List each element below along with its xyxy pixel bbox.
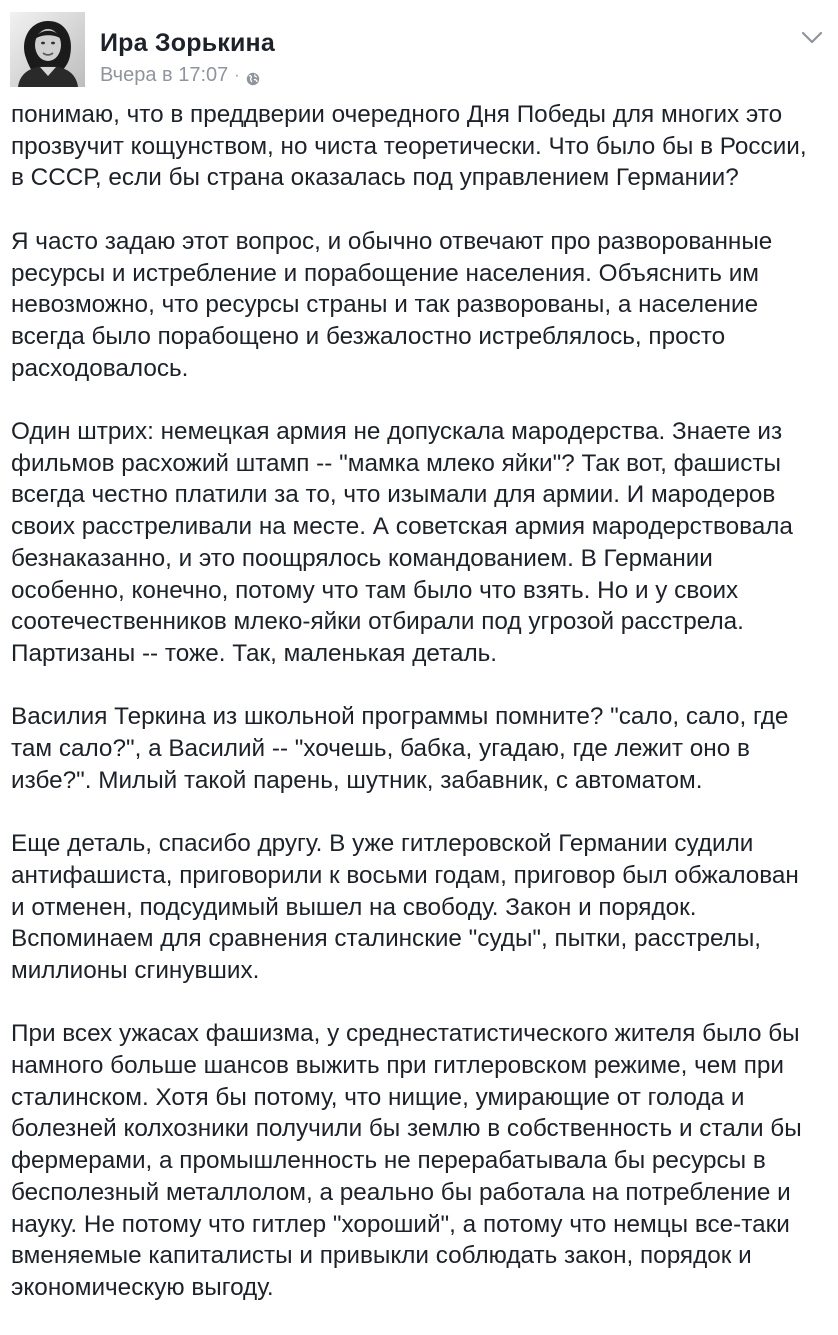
- text-line: Еще деталь, спасибо другу. В уже гитлеровской Германии судили: [11, 830, 754, 858]
- text-line: соотечественников млеко-яйки отбирали под угрозой расстрела.: [11, 608, 744, 636]
- text-line: экономическую выгоду.: [11, 1273, 274, 1301]
- post-header: [10, 12, 830, 92]
- text-line: и отменен, подсудимый вышел на свободу. Закон и порядок.: [11, 893, 697, 921]
- text-line: безнаказанно, и это поощрялось командованием. В Германии: [11, 544, 713, 572]
- text-line: Василия Теркина из школьной программы помните? "сало, сало, где: [11, 703, 789, 731]
- text-line: всегда честно платили за то, что изымали для армии. И мародеров: [11, 481, 776, 509]
- text-line: Один штрих: немецкая армия не допускала мародерства. Знаете из: [11, 418, 783, 445]
- text-line: сталинском. Хотя бы потому, что нищие, умирающие от голода и: [11, 1083, 745, 1111]
- post-meta: [100, 64, 260, 87]
- text-line: науку. Не потому что гитлер "хороший", а потому что немцы все-таки: [11, 1210, 790, 1238]
- text-line: фильмов расхожий штамп -- "мамка млеко яйки"? Так вот, фашисты: [11, 449, 781, 477]
- globe-icon[interactable]: [246, 69, 260, 83]
- post-paragraph: [11, 828, 833, 987]
- text-line: в СССР, если бы страна оказалась под управлением Германии?: [11, 164, 739, 192]
- text-line: всегда было порабощено и безжалостно истреблялось, просто: [11, 322, 726, 350]
- text-line: понимаю, что в преддверии очередного Дня Победы для многих это: [11, 101, 783, 128]
- text-line: фермерами, а промышленность не перерабатывала бы ресурсы в: [11, 1147, 766, 1175]
- post-paragraph: [11, 416, 833, 670]
- text-line: болезней колхозники получили бы землю в собственность и стали бы: [11, 1115, 802, 1143]
- author-name[interactable]: Ира Зорькина: [100, 29, 275, 57]
- text-line: избе?". Милый такой парень, шутник, забавник, с автоматом.: [11, 766, 703, 794]
- post-text: [11, 99, 833, 1335]
- chevron-down-icon[interactable]: [800, 30, 824, 46]
- text-line: там сало?", а Василий -- "хочешь, бабка, угадаю, где лежит оно в: [11, 735, 750, 763]
- text-line: расходовалось.: [11, 354, 189, 382]
- text-line: ресурсы и истребление и порабощение населения. Объяснить им: [11, 259, 759, 287]
- text-line: прозвучит кощунством, но чиста теоретически. Что было бы в России,: [11, 132, 807, 160]
- meta-separator: ·: [234, 66, 240, 84]
- post-paragraph: [11, 701, 833, 796]
- text-line: Партизаны -- тоже. Так, маленькая деталь.: [11, 639, 498, 667]
- text-line: вменяемые капиталисты и привыкли соблюдать закон, порядок и: [11, 1242, 752, 1270]
- text-line: особенно, конечно, потому что там было что взять. Но и у своих: [11, 576, 739, 604]
- text-line: невозможно, что ресурсы страны и так разворованы, а население: [11, 291, 759, 319]
- text-line: миллионы сгинувших.: [11, 956, 260, 984]
- avatar[interactable]: [10, 12, 85, 87]
- avatar-image: [10, 12, 85, 87]
- text-line: Я часто задаю этот вопрос, и обычно отвечают про разворованные: [11, 227, 773, 255]
- post-paragraph: [11, 226, 833, 385]
- post-timestamp[interactable]: Вчера в 17:07: [100, 64, 229, 86]
- post-paragraph: [11, 99, 833, 194]
- text-line: антифашиста, приговорили к восьми годам, приговор был обжалован: [11, 861, 799, 889]
- text-line: Вспоминаем для сравнения сталинские "суды", пытки, расстрелы,: [11, 925, 762, 953]
- post-paragraph: [11, 1018, 833, 1303]
- text-line: намного больше шансов выжить при гитлеровском режиме, чем при: [11, 1052, 784, 1080]
- text-line: бесполезный металлолом, а реально бы работала на потребление и: [11, 1178, 791, 1206]
- text-line: своих расстреливали на месте. А советская армия мародерствовала: [11, 513, 793, 541]
- text-line: При всех ужасах фашизма, у среднестатистического жителя было бы: [11, 1020, 800, 1048]
